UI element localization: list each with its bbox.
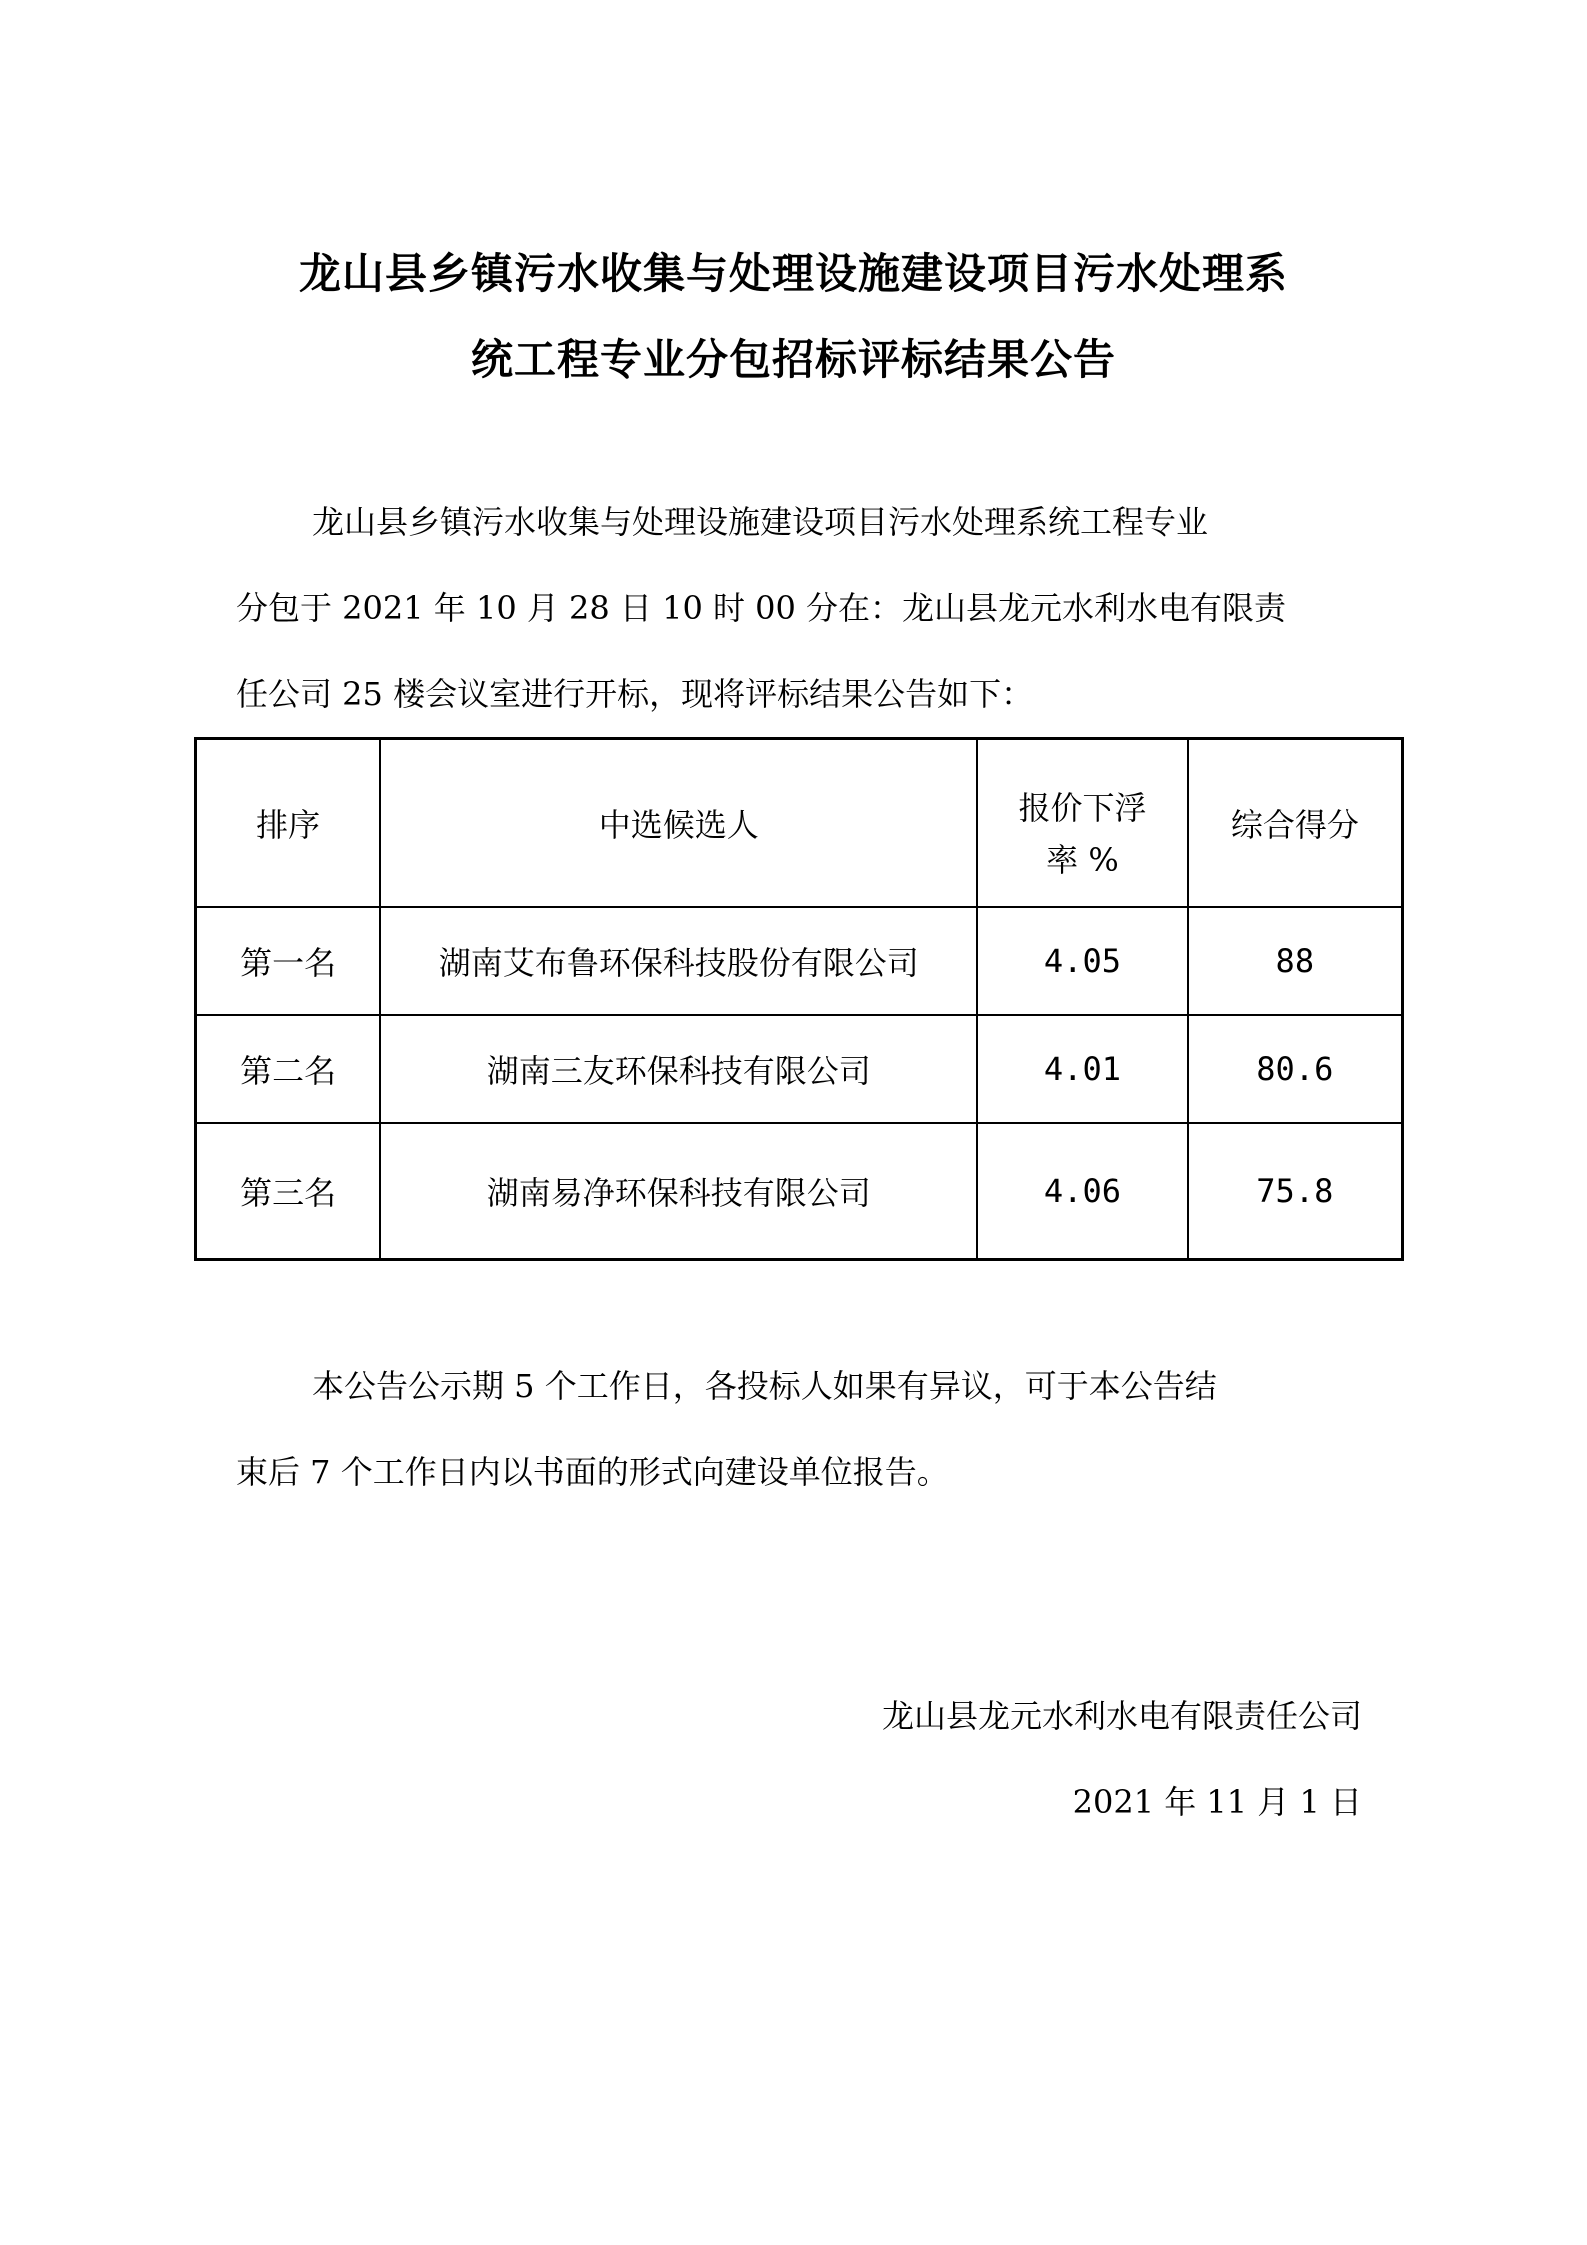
header-candidate: 中选候选人 [380,739,977,908]
signature-company: 龙山县龙元水利水电有限责任公司 [881,1697,1362,1735]
header-rate-line-1: 报价下浮 [1018,789,1147,827]
header-rate-line-2: 率 % [1046,841,1119,879]
header-rank: 排序 [196,739,381,908]
signature-date: 2021 年 11 月 1 日 [1072,1783,1362,1821]
table-header-row [196,739,1403,908]
row-score: 80.6 [1188,1015,1403,1123]
table-row [196,1015,1403,1123]
document-title-line-2: 统工程专业分包招标评标结果公告 [470,335,1116,384]
bid-result-table [194,737,1404,1261]
table-row [196,907,1403,1015]
row-candidate: 湖南三友环保科技有限公司 [380,1015,977,1123]
intro-text-3: 任公司 25 楼会议室进行开标，现将评标结果公告如下： [236,675,1034,713]
notice-paragraph-line-1 [236,1366,1366,1406]
header-score: 综合得分 [1188,739,1403,908]
row-rank: 第三名 [196,1123,381,1260]
intro-text-2: 分包于 2021 年 10 月 28 日 10 时 00 分在：龙山县龙元水利水电有限责 [236,589,1287,627]
header-rate [977,739,1187,908]
row-score: 75.8 [1188,1123,1403,1260]
document-title-line-1: 龙山县乡镇污水收集与处理设施建设项目污水处理系 [298,249,1288,298]
row-score: 88 [1188,907,1403,1015]
row-rate: 4.01 [977,1015,1187,1123]
intro-paragraph-line-1 [236,502,1366,542]
intro-text-1: 龙山县乡镇污水收集与处理设施建设项目污水处理系统工程专业 [312,503,1209,541]
row-candidate: 湖南艾布鲁环保科技股份有限公司 [380,907,977,1015]
row-rank: 第一名 [196,907,381,1015]
notice-text-1: 本公告公示期 5 个工作日，各投标人如果有异议，可于本公告结 [312,1367,1217,1405]
row-rank: 第二名 [196,1015,381,1123]
row-rate: 4.06 [977,1123,1187,1260]
table-row [196,1123,1403,1260]
notice-text-2: 束后 7 个工作日内以书面的形式向建设单位报告。 [236,1453,949,1491]
row-rate: 4.05 [977,907,1187,1015]
row-candidate: 湖南易净环保科技有限公司 [380,1123,977,1260]
